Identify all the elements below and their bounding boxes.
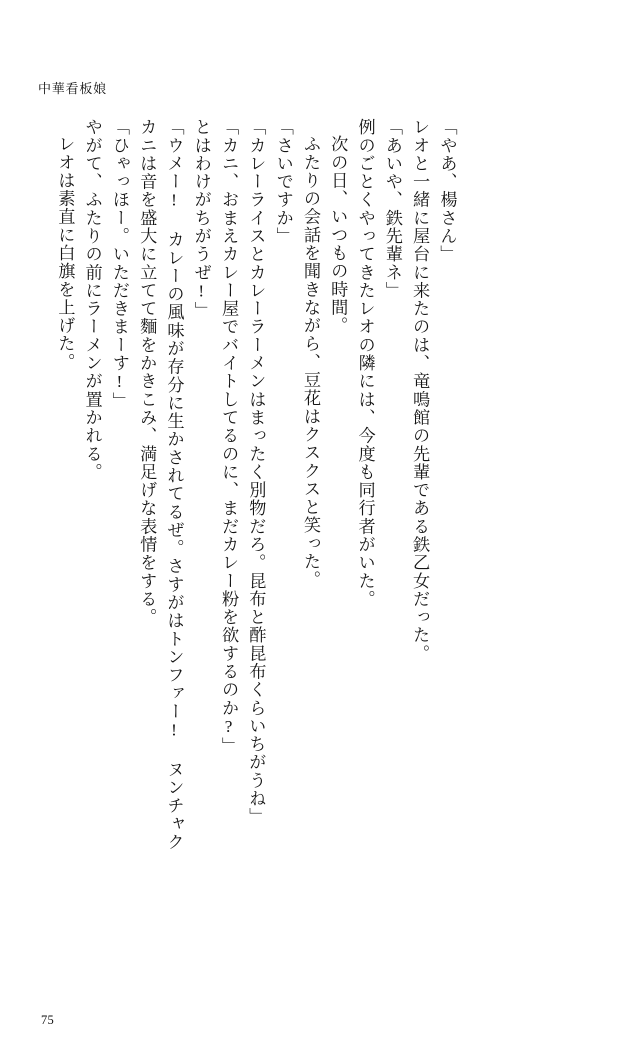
text-line: 例のごとくやってきたレオの隣には、今度も同行者がいた。 bbox=[355, 118, 375, 608]
text-line: 「カニ、おまえカレー屋でバイトしてるのに、まだカレー粉を欲するのか?」 bbox=[219, 118, 239, 755]
body-text bbox=[46, 118, 586, 998]
text-line: 「ひゃっほー。いただきまーす!」 bbox=[109, 118, 129, 411]
text-line: 「カレーライスとカレーラーメンはまったく別物だろ。昆布と酢昆布くらいちがうね」 bbox=[246, 118, 266, 826]
text-line: 次の日、いつもの時間。 bbox=[328, 135, 348, 335]
text-line: ふたりの会話を聞きながら、豆花はクスクスと笑った。 bbox=[300, 135, 320, 589]
text-line: レオは素直に白旗を上げた。 bbox=[55, 135, 75, 371]
text-line: カニは音を盛大に立てて麵をかきこみ、満足げな表情をする。 bbox=[137, 118, 157, 627]
running-head: 中華看板娘 bbox=[38, 81, 107, 96]
text-line: レオと一緒に屋台に来たのは、竜鳴館の先輩である鉄乙女だった。 bbox=[410, 118, 430, 663]
text-line: 「さいですか」 bbox=[273, 118, 293, 246]
text-line: 「ウメー! カレーの風味が存分に生かされてるぜ。さすがはトンファー! ヌンチャク bbox=[164, 118, 184, 852]
text-line: とはわけがちがうぜ!」 bbox=[191, 118, 211, 320]
text-line: 「あいや、鉄先輩ネ」 bbox=[382, 118, 402, 300]
text-line: やがて、ふたりの前にラーメンが置かれる。 bbox=[82, 118, 102, 481]
text-line: 「やあ、楊さん」 bbox=[437, 118, 457, 264]
page-number: 75 bbox=[41, 1013, 54, 1027]
